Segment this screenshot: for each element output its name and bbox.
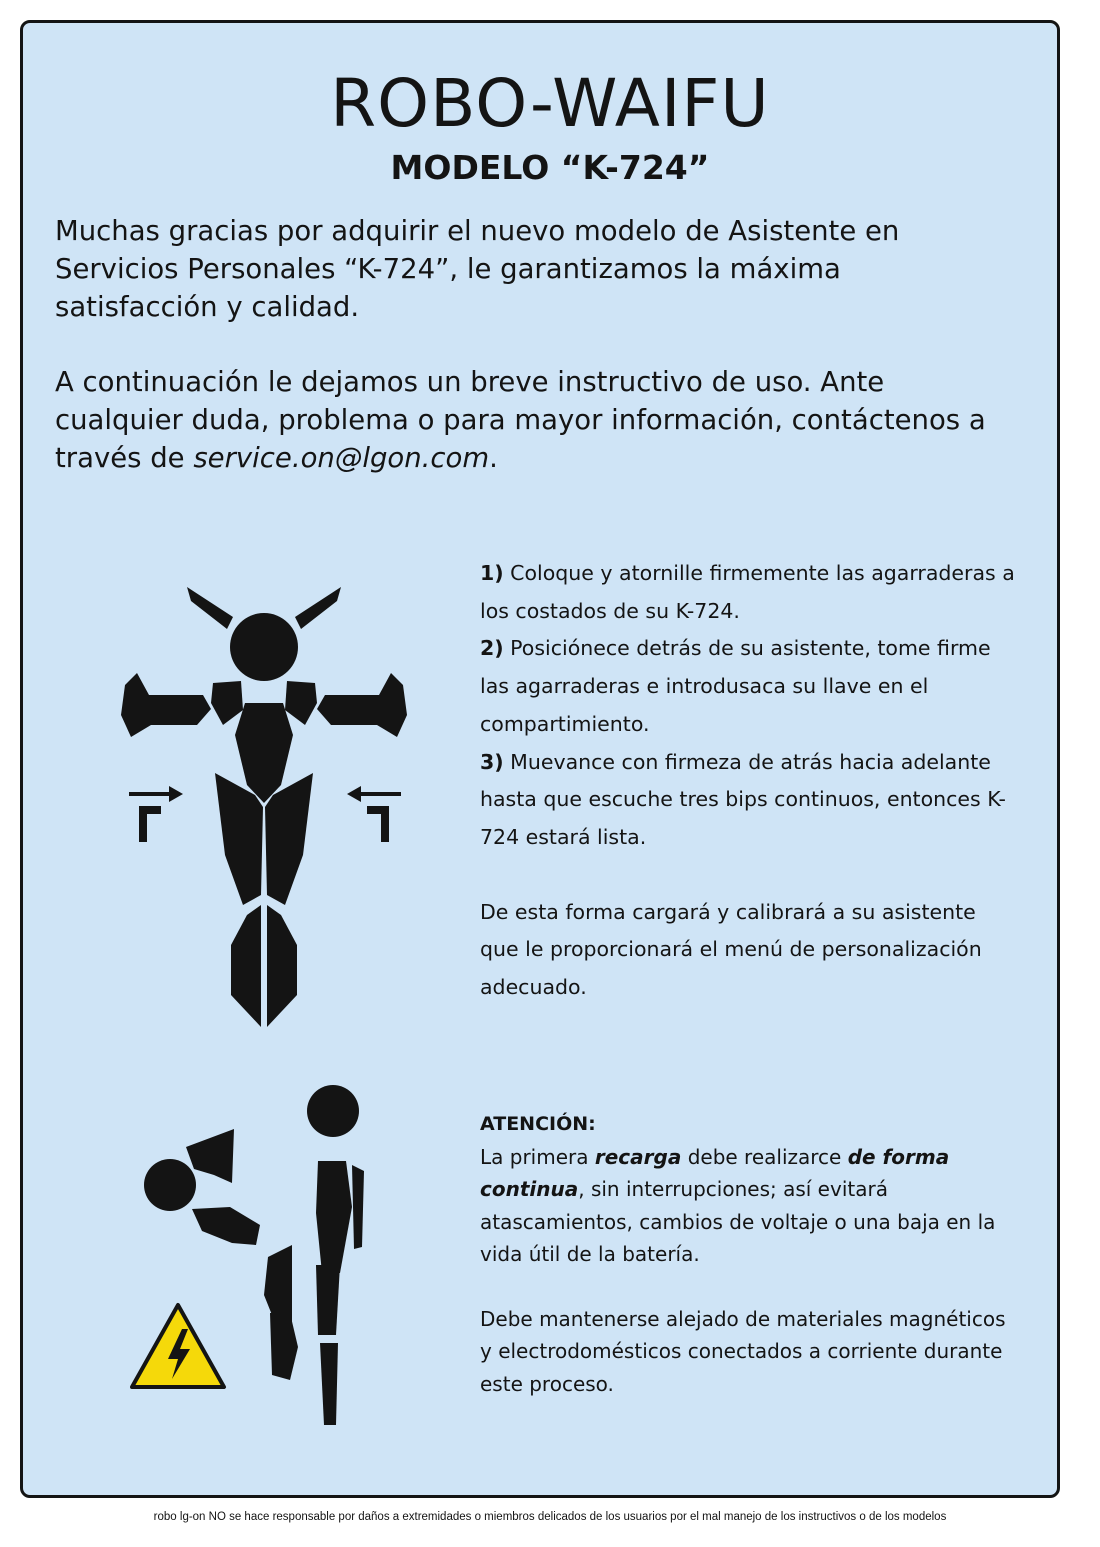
- contact-text: A continuación le dejamos un breve instructivo de uso. Ante cualquier duda, problema o para mayor información, contáctenos a través de: [55, 366, 986, 474]
- attn-p1-d: de forma continua: [480, 1144, 950, 1201]
- intro-paragraph: Muchas gracias por adquirir el nuevo modelo de Asistente en Servicios Personales “K-724”, le garantizamos la máxima satisfacción y calidad.: [55, 215, 900, 323]
- attn-p1-c: debe realizarce: [687, 1144, 842, 1169]
- attn-p1-a: La primera: [480, 1144, 589, 1169]
- attention-heading: ATENCIÓN:: [480, 1113, 596, 1135]
- warning-triangle-icon: [128, 1301, 228, 1391]
- attn-p1-b: recarga: [594, 1144, 682, 1169]
- step-1-number: 1): [480, 561, 504, 585]
- footer-disclaimer: robo lg-on NO se hace responsable por daños a extremidades o miembros delicados de los usuarios por el mal manejo de los instructivos o de los modelos: [153, 1511, 947, 1523]
- step-2: [480, 630, 1020, 743]
- arrow-right-icon: [125, 780, 187, 844]
- step-3-number: 3): [480, 749, 504, 774]
- contact-email-link[interactable]: service.on@lgon.com: [193, 442, 490, 474]
- model-subtitle: MODELO “K-724”: [390, 148, 710, 187]
- step-1-text: Coloque y atornille firmemente las agarraderas a los costados de su K-724.: [480, 561, 1015, 623]
- page-title: ROBO-WAIFU: [330, 65, 770, 142]
- contact-end: .: [489, 442, 498, 474]
- instruction-steps: [480, 555, 1020, 1007]
- attention-block: [480, 1108, 1020, 1400]
- closing-paragraph: De esta forma cargará y calibrará a su asistente que le proporcionará el menú de personalización adecuado.: [480, 899, 982, 1000]
- step-2-number: 2): [480, 636, 504, 661]
- step-1: [480, 555, 1020, 630]
- step-3-text: Muevance con firmeza de atrás hacia adelante hasta que escuche tres bips continuos, entonces K-724 estará lista.: [480, 749, 1006, 849]
- attention-paragraph-2: Debe mantenerse alejado de materiales magnéticos y electrodomésticos conectados a corriente durante este proceso.: [480, 1306, 1006, 1396]
- arrow-left-icon: [343, 780, 405, 844]
- attention-paragraph-1: [480, 1141, 1020, 1271]
- contact-paragraph: [55, 363, 1005, 477]
- attn-p1-e: , sin interrupciones; así evitará atascamientos, cambios de voltaje o una baja en la vida útil de la batería.: [480, 1177, 996, 1266]
- step-3: [480, 744, 1020, 857]
- step-2-text: Posiciónece detrás de su asistente, tome firme las agarraderas e introdusaca su llave en el compartimiento.: [480, 636, 991, 736]
